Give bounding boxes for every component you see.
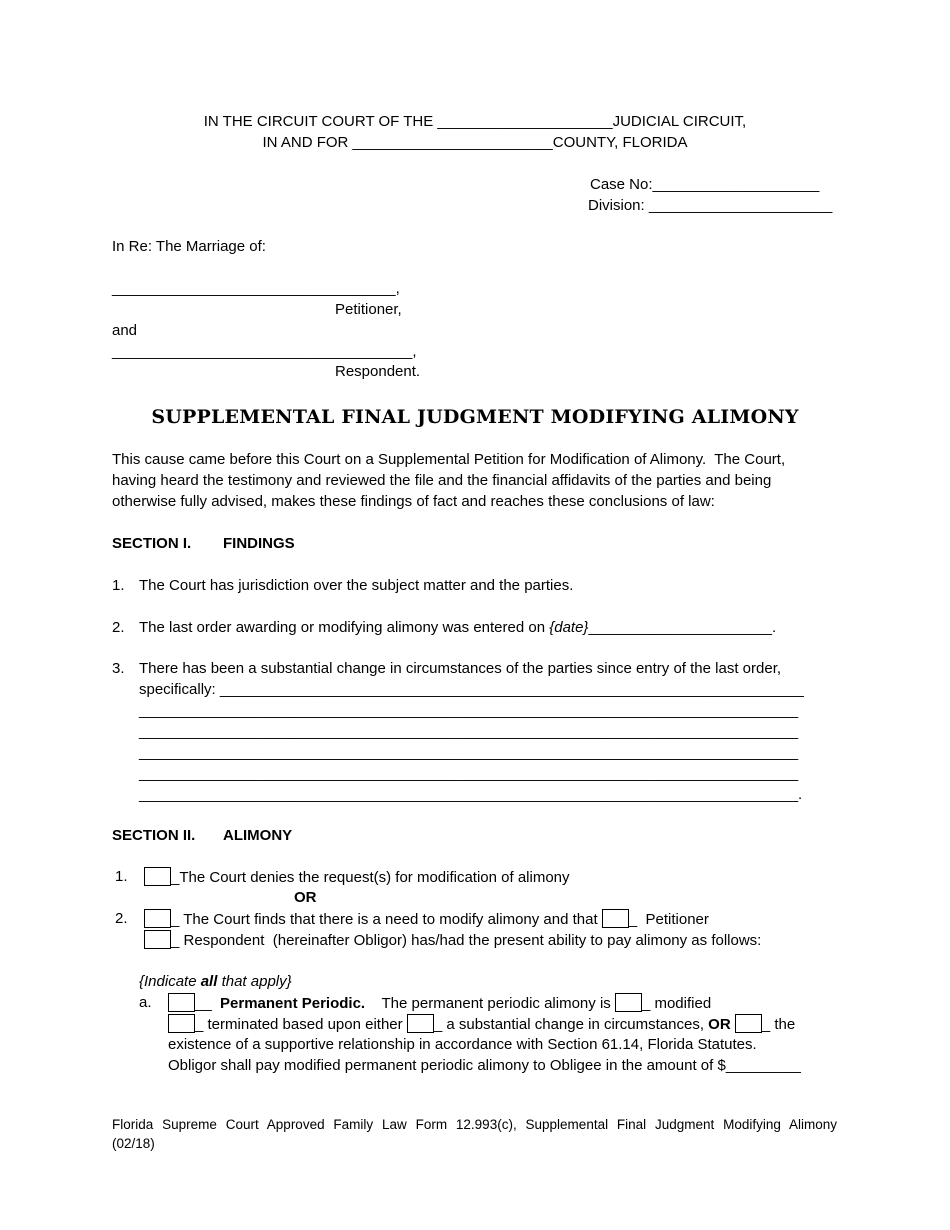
or-separator: OR bbox=[294, 889, 317, 906]
obligor-respondent-checkbox[interactable] bbox=[144, 930, 171, 949]
the-label: the bbox=[774, 1016, 796, 1033]
change-blank-line[interactable]: _______________________________________________________________________________ bbox=[139, 744, 799, 761]
option-1-number: 1. bbox=[115, 868, 128, 885]
modified-amount-field[interactable]: Obligor shall pay modified permanent periodic alimony to Obligee in the amount of $_________ bbox=[168, 1057, 801, 1074]
finding-1-number: 1. bbox=[112, 577, 125, 594]
substantial-change-checkbox[interactable] bbox=[407, 1014, 434, 1033]
change-specifics-field[interactable]: specifically: ______________________________________________________________________ bbox=[139, 681, 804, 698]
respondent-option-text: Respondent (hereinafter Obligor) has/had the present ability to pay alimony as follows: bbox=[183, 932, 762, 949]
terminated-row: _ terminated based upon either _ a substantial change in circumstances, OR _ the bbox=[168, 1014, 795, 1035]
obligor-petitioner-checkbox[interactable] bbox=[602, 909, 629, 928]
intro-line-2: having heard the testimony and reviewed the file and the financial affidavits of the parties and being bbox=[112, 472, 772, 489]
section-2-label: SECTION II. bbox=[112, 827, 196, 844]
permanent-periodic-title: Permanent Periodic. bbox=[220, 995, 366, 1012]
substantial-change-label: a substantial change in circumstances, bbox=[446, 1016, 704, 1033]
finding-2-prefix: The last order awarding or modifying alimony was entered on bbox=[139, 619, 550, 636]
division-field[interactable]: Division: ______________________ bbox=[588, 197, 833, 214]
respondent-row: _ Respondent (hereinafter Obligor) has/had the present ability to pay alimony as follows: bbox=[144, 930, 761, 951]
subsection-a-label: a. bbox=[139, 994, 152, 1011]
and-label: and bbox=[112, 322, 138, 339]
intro-line-3: otherwise fully advised, makes these findings of fact and reaches these conclusions of law: bbox=[112, 493, 715, 510]
supportive-relationship-text: existence of a supportive relationship in accordance with Section 61.14, Florida Statutes. bbox=[168, 1036, 757, 1053]
section-1-label: SECTION I. bbox=[112, 535, 192, 552]
finding-3-text: There has been a substantial change in circumstances of the parties since entry of the last order, bbox=[139, 660, 782, 677]
finding-2-text bbox=[139, 618, 776, 638]
in-re-label: In Re: The Marriage of: bbox=[112, 238, 266, 255]
respondent-name-field[interactable]: ____________________________________, bbox=[112, 343, 417, 360]
document-title: SUPPLEMENTAL FINAL JUDGMENT MODIFYING ALIMONY bbox=[151, 406, 799, 428]
petitioner-option-label: Petitioner bbox=[645, 911, 709, 928]
permanent-periodic-checkbox[interactable] bbox=[168, 993, 195, 1012]
permanent-periodic-row: __ Permanent Periodic. The permanent periodic alimony is _ modified bbox=[168, 993, 711, 1014]
finding-1-text: The Court has jurisdiction over the subject matter and the parties. bbox=[139, 577, 574, 594]
change-blank-line[interactable]: _______________________________________________________________________________ bbox=[139, 702, 799, 719]
modify-alimony-checkbox[interactable] bbox=[144, 909, 171, 928]
permanent-periodic-text: The permanent periodic alimony is bbox=[381, 995, 611, 1012]
petitioner-name-field[interactable]: __________________________________, bbox=[112, 280, 400, 297]
option-2-row: _ The Court finds that there is a need to modify alimony and that _ Petitioner bbox=[144, 909, 709, 930]
date-placeholder: {date} bbox=[549, 619, 589, 636]
change-blank-line[interactable]: _______________________________________________________________________________ bbox=[139, 723, 799, 740]
or-label: OR bbox=[708, 1016, 731, 1033]
footer-revision-date: (02/18) bbox=[112, 1136, 155, 1151]
option-2-text: The Court finds that there is a need to modify alimony and that bbox=[183, 911, 598, 928]
supportive-relationship-checkbox[interactable] bbox=[735, 1014, 762, 1033]
terminated-checkbox[interactable] bbox=[168, 1014, 195, 1033]
court-line-1: IN THE CIRCUIT COURT OF THE _____________________JUDICIAL CIRCUIT, bbox=[203, 113, 747, 130]
option-1-text: The Court denies the request(s) for modification of alimony bbox=[179, 869, 570, 886]
finding-2-number: 2. bbox=[112, 619, 125, 636]
change-blank-line[interactable]: _______________________________________________________________________________ bbox=[139, 765, 799, 782]
case-number-field[interactable]: Case No:____________________ bbox=[590, 176, 820, 193]
terminated-label: terminated based upon either bbox=[207, 1016, 403, 1033]
respondent-label: Respondent. bbox=[335, 363, 421, 380]
footer-form-title: Florida Supreme Court Approved Family Law Form 12.993(c), Supplemental Final Judgment Modifying Alimony bbox=[112, 1117, 837, 1132]
finding-3-number: 3. bbox=[112, 660, 125, 677]
section-1-heading: FINDINGS bbox=[223, 535, 295, 552]
indicate-instruction: {Indicate all that apply} bbox=[139, 973, 292, 990]
option-2-number: 2. bbox=[115, 910, 128, 927]
petitioner-label: Petitioner, bbox=[335, 301, 402, 318]
deny-modification-checkbox[interactable] bbox=[144, 867, 171, 886]
change-blank-line[interactable]: _______________________________________________________________________________. bbox=[139, 786, 803, 803]
section-2-heading: ALIMONY bbox=[223, 827, 293, 844]
option-1-row: _The Court denies the request(s) for modification of alimony bbox=[144, 867, 570, 888]
modified-checkbox[interactable] bbox=[615, 993, 642, 1012]
intro-line-1: This cause came before this Court on a Supplemental Petition for Modification of Alimony. The Court, bbox=[112, 451, 786, 468]
modified-label: modified bbox=[654, 995, 712, 1012]
court-line-2: IN AND FOR ________________________COUNTY, FLORIDA bbox=[262, 134, 688, 151]
last-order-date-field[interactable]: ______________________. bbox=[588, 619, 777, 636]
